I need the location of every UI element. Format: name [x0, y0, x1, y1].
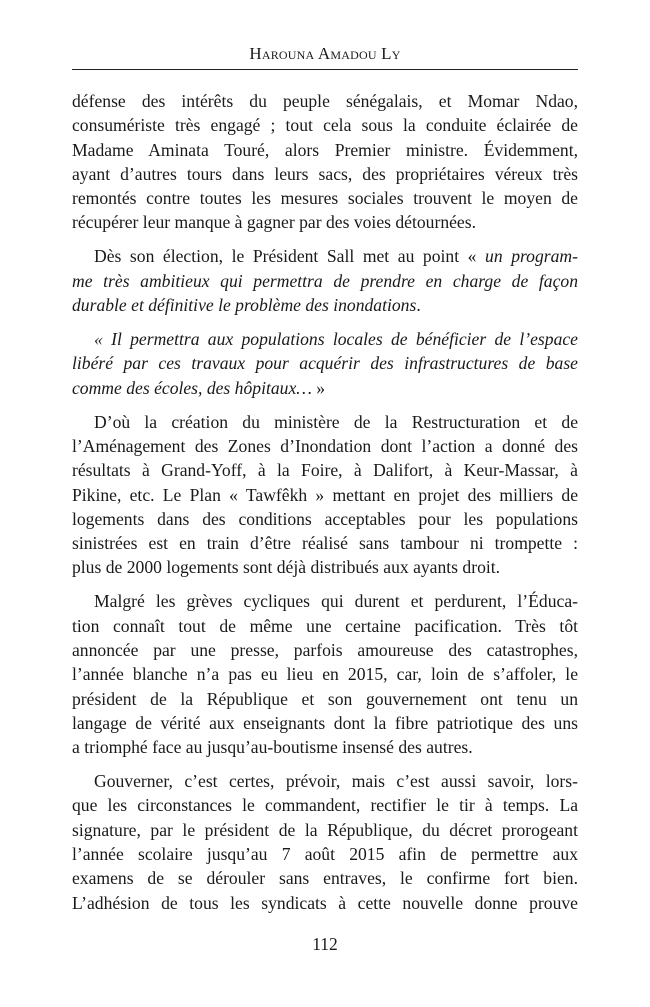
paragraph: [72, 769, 578, 915]
text-line: [72, 842, 578, 866]
text-segment: L’adhésion de tous les syndicats à cette nouvelle donne prouve: [72, 892, 578, 913]
text-segment: D’où la création du ministère de la Restructuration et de: [94, 411, 578, 432]
paragraph: [72, 244, 578, 317]
text-line: [72, 507, 578, 531]
text-segment: plus de 2000 logements sont déjà distribués aux ayants droit.: [72, 557, 501, 578]
text-segment: logements dans des conditions acceptables pour les populations: [72, 508, 578, 529]
text-line: [72, 410, 578, 434]
italic-quote-segment: comme des écoles, des hôpitaux…: [72, 377, 317, 398]
text-line: [72, 662, 578, 686]
text-line: [72, 327, 578, 351]
text-line: [72, 89, 578, 113]
text-segment: tion connaît tout de même une certaine pacification. Très tôt: [72, 615, 578, 636]
text-segment: que les circonstances le commandent, rectifier le tir à temps. La: [72, 795, 578, 816]
text-segment: »: [316, 377, 326, 398]
text-line: [72, 113, 578, 137]
text-segment: Dès son élection, le Président Sall met au point «: [94, 246, 486, 267]
paragraph: [72, 327, 578, 400]
text-line: [72, 638, 578, 662]
text-line: [72, 711, 578, 735]
italic-quote-segment: « Il permettra aux populations locales de bénéficier de l’espace: [94, 329, 578, 350]
text-segment: langage de vérité aux enseignants dont la fibre patriotique des uns: [72, 712, 578, 733]
text-segment: défense des intérêts du peuple sénégalais, et Momar Ndao,: [72, 91, 578, 111]
text-segment: consumériste très engagé ; tout cela sous la conduite éclairée de: [72, 115, 578, 136]
text-line: [72, 293, 578, 317]
text-segment: signature, par le président de la République, du décret prorogeant: [72, 819, 578, 840]
paragraph: [72, 410, 578, 580]
text-segment: a triomphé face au jusqu’au-boutisme insensé des autres.: [72, 737, 473, 758]
italic-quote-segment: libéré par ces travaux pour acquérir des infrastructures de base: [72, 353, 578, 374]
text-segment: récupérer leur manque à gagner par des voies détournées.: [72, 212, 476, 233]
text-line: [72, 891, 578, 915]
text-line: [72, 818, 578, 842]
header-rule: [72, 69, 578, 70]
text-line: [72, 531, 578, 555]
text-segment: remontés contre toutes les mesures sociales trouvent le moyen de: [72, 188, 578, 209]
italic-quote-segment: me très ambitieux qui permettra de prendre en charge de façon: [72, 270, 578, 291]
text-line: [72, 614, 578, 638]
text-line: [72, 186, 578, 210]
text-segment: ayant d’autres tours dans leurs sacs, des propriétaires véreux très: [72, 163, 578, 184]
paragraph: [72, 89, 578, 235]
running-head: Harouna Amadou Ly: [249, 44, 401, 63]
italic-quote-segment: un program-: [485, 246, 578, 267]
text-line: [72, 793, 578, 817]
text-segment: l’Aménagement des Zones d’Inondation dont l’action a donné des: [72, 435, 578, 456]
text-line: [72, 458, 578, 482]
page-number: 112: [312, 934, 338, 954]
text-segment: Gouverner, c’est certes, prévoir, mais c’est aussi savoir, lors-: [94, 771, 578, 792]
text-line: [72, 269, 578, 293]
paragraph: [72, 589, 578, 759]
text-segment: annoncée par une presse, parfois amoureuse des catastrophes,: [72, 639, 578, 660]
text-line: [72, 434, 578, 458]
text-segment: examens de se dérouler sans entraves, le confirme fort bien.: [72, 868, 578, 889]
text-segment: Malgré les grèves cycliques qui durent et perdurent, l’Éduca-: [94, 591, 578, 612]
text-line: [72, 244, 578, 268]
text-segment: Pikine, etc. Le Plan « Tawfêkh » mettant en projet des milliers de: [72, 484, 578, 505]
text-line: [72, 483, 578, 507]
text-line: [72, 769, 578, 793]
text-line: [72, 351, 578, 375]
text-line: [72, 376, 578, 400]
text-segment: sinistrées est en train d’être réalisé sans tambour ni trompette :: [72, 533, 578, 554]
text-segment: résultats à Grand-Yoff, à la Foire, à Dalifort, à Keur-Massar, à: [72, 460, 578, 481]
text-segment: l’année blanche n’a pas eu lieu en 2015, car, loin de s’affoler, le: [72, 664, 578, 685]
text-line: [72, 589, 578, 613]
text-line: [72, 138, 578, 162]
text-line: [72, 162, 578, 186]
text-line: [72, 210, 578, 234]
text-line: [72, 555, 578, 579]
text-segment: .: [416, 295, 421, 316]
italic-quote-segment: durable et définitive le problème des inondations: [72, 295, 417, 316]
text-line: [72, 687, 578, 711]
text-line: [72, 866, 578, 890]
text-segment: Madame Aminata Touré, alors Premier ministre. Évidemment,: [72, 139, 578, 160]
text-segment: président de la République et son gouvernement ont tenu un: [72, 688, 578, 709]
text-segment: l’année scolaire jusqu’au 7 août 2015 afin de permettre aux: [72, 844, 578, 865]
body-text: [72, 89, 578, 925]
text-line: [72, 735, 578, 759]
